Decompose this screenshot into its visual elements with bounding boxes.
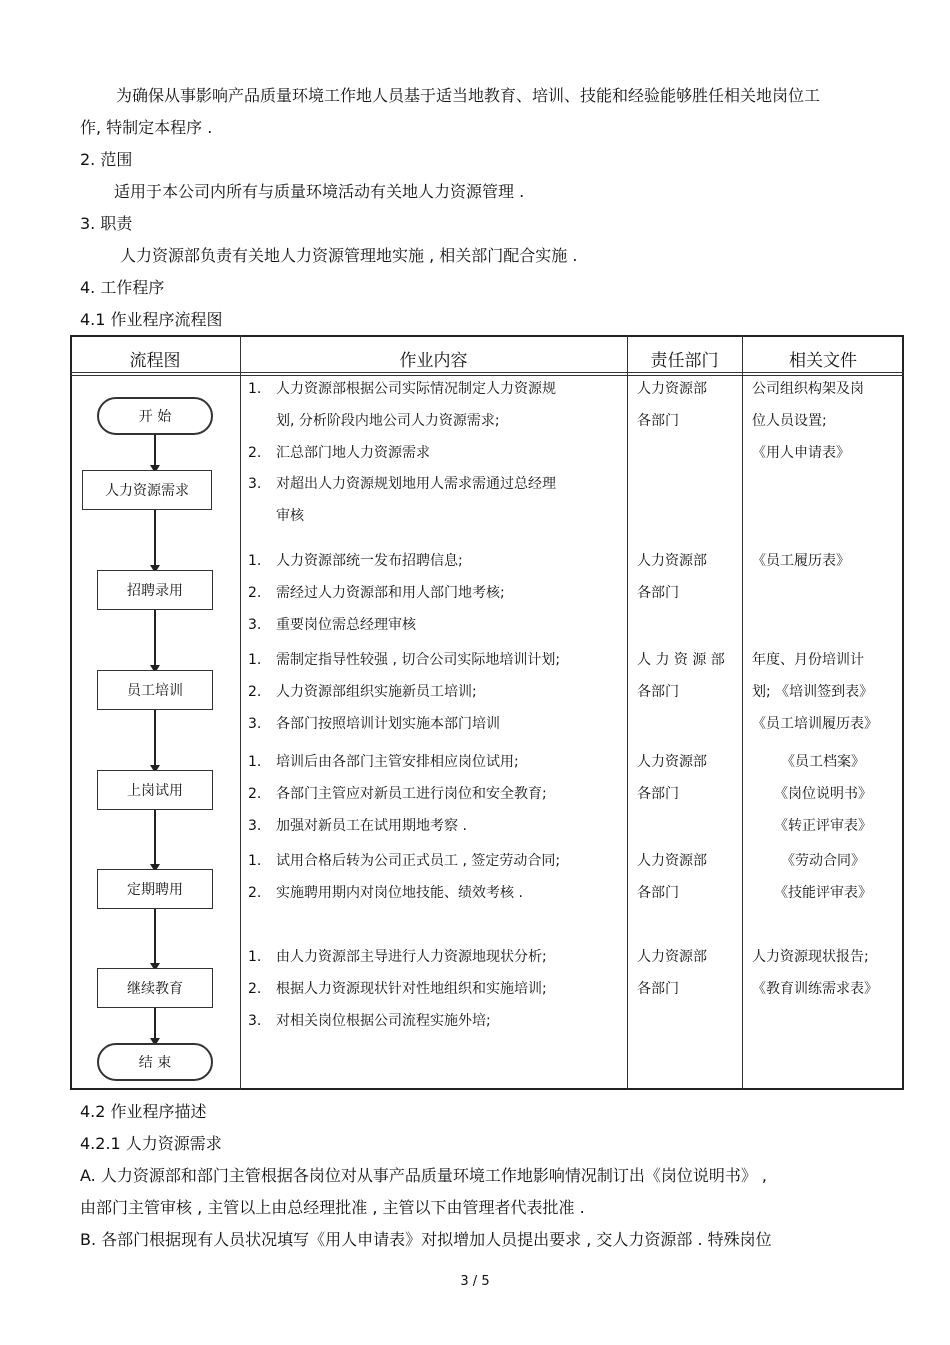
- row-education-content: [248, 942, 547, 1037]
- content-line: 3. 重要岗位需总经理审核: [248, 616, 416, 633]
- row-training-dept: 人 力 资 源 部 各部门: [637, 652, 725, 700]
- para-b-line-1: B. 各部门根据现有人员状况填写《用人申请表》对拟增加人员提出要求 , 交人力资源部 . 特殊岗位: [80, 1230, 772, 1249]
- para-a-line-1: A. 人力资源部和部门主管根据各岗位对从事产品质量环境工作地影响情况制订出《岗位说明书》 ,: [80, 1166, 768, 1185]
- content-line: 3. 对超出人力资源规划地用人需求需通过总经理: [248, 476, 556, 493]
- page-number: 3 / 5: [460, 1274, 490, 1289]
- flow-arrow: [154, 909, 156, 964]
- row-recruit-dept: 人力资源部 各部门: [637, 553, 707, 601]
- flow-end: 结 束: [97, 1043, 213, 1081]
- flow-step-education: 继续教育: [97, 968, 213, 1008]
- row-trial-docs: 《员工档案》 《岗位说明书》 《转正评审表》: [774, 754, 872, 834]
- flow-arrow: [154, 610, 156, 666]
- content-line: 1. 人力资源部根据公司实际情况制定人力资源规: [248, 381, 556, 397]
- row-trial-dept: 人力资源部 各部门: [637, 754, 707, 802]
- content-line: 3. 对相关岗位根据公司流程实施外培;: [248, 1012, 491, 1029]
- section-3-title: 3. 职责: [80, 214, 133, 233]
- para-a-line-2: 由部门主管审核 , 主管以上由总经理批准 , 主管以下由管理者代表批准 .: [80, 1198, 585, 1217]
- row-employ-content: [248, 846, 560, 910]
- row-training-content: [248, 645, 560, 740]
- header-dept: 责任部门: [650, 351, 719, 371]
- row-demand-docs: 公司组织构架及岗 位人员设置; 《用人申请表》: [752, 381, 864, 461]
- row-demand-dept: 人力资源部 各部门: [637, 381, 707, 429]
- content-line: 2. 各部门主管应对新员工进行岗位和安全教育;: [248, 785, 547, 802]
- intro-line-2: 作, 特制定本程序 .: [80, 118, 213, 137]
- content-line: 2. 需经过人力资源部和用人部门地考核;: [248, 584, 505, 601]
- header-flowchart: 流程图: [129, 351, 181, 371]
- content-line: 划, 分析阶段内地公司人力资源需求;: [276, 412, 500, 429]
- row-education-docs: 人力资源现状报告; 《教育训练需求表》: [752, 949, 878, 997]
- section-4-1-title: 4.1 作业程序流程图: [80, 310, 223, 329]
- content-line: 1. 培训后由各部门主管安排相应岗位试用;: [248, 754, 519, 770]
- content-line: 3. 加强对新员工在试用期地考察 .: [248, 817, 467, 834]
- row-training-docs: 年度、月份培训计 划; 《培训签到表》 《员工培训履历表》: [752, 652, 878, 732]
- row-employ-dept: 人力资源部 各部门: [637, 853, 707, 901]
- content-line: 1. 人力资源部统一发布招聘信息;: [248, 553, 463, 569]
- section-3-body: 人力资源部负责有关地人力资源管理地实施 , 相关部门配合实施 .: [120, 246, 578, 265]
- flow-step-trial: 上岗试用: [97, 770, 213, 810]
- section-4-title: 4. 工作程序: [80, 278, 165, 297]
- flow-step-demand: 人力资源需求: [82, 470, 212, 510]
- flow-arrow: [154, 435, 156, 466]
- content-line: 审核: [276, 508, 304, 525]
- flow-arrow: [154, 810, 156, 865]
- flow-arrow: [154, 510, 156, 566]
- row-recruit-content: [248, 546, 505, 641]
- header-content: 作业内容: [399, 351, 468, 371]
- col-divider-3: [742, 335, 743, 1090]
- row-demand-content: [248, 374, 556, 533]
- flow-arrow: [154, 710, 156, 766]
- section-4-2-title: 4.2 作业程序描述: [80, 1102, 207, 1121]
- flow-arrow: [154, 1008, 156, 1039]
- content-line: 2. 汇总部门地人力资源需求: [248, 444, 430, 461]
- content-line: 3. 各部门按照培训计划实施本部门培训: [248, 715, 500, 732]
- col-divider-2: [627, 335, 628, 1090]
- content-line: 2. 人力资源部组织实施新员工培训;: [248, 683, 477, 700]
- row-education-dept: 人力资源部 各部门: [637, 949, 707, 997]
- content-line: 2. 根据人力资源现状针对性地组织和实施培训;: [248, 980, 547, 997]
- content-line: 1. 需制定指导性较强 , 切合公司实际地培训计划;: [248, 652, 561, 668]
- flow-step-training: 员工培训: [97, 670, 213, 710]
- section-2-body: 适用于本公司内所有与质量环境活动有关地人力资源管理 .: [114, 182, 525, 201]
- col-divider-1: [240, 335, 241, 1090]
- flow-start: 开 始: [97, 397, 213, 435]
- intro-line-1: 为确保从事影响产品质量环境工作地人员基于适当地教育、培训、技能和经验能够胜任相关地岗位工: [116, 86, 821, 105]
- row-employ-docs: 《劳动合同》 《技能评审表》: [774, 853, 872, 901]
- header-divider: [70, 372, 904, 373]
- section-2-title: 2. 范围: [80, 150, 133, 169]
- flow-step-employ: 定期聘用: [97, 869, 213, 909]
- row-trial-content: [248, 747, 547, 842]
- content-line: 1. 试用合格后转为公司正式员工 , 签定劳动合同;: [248, 853, 561, 869]
- row-recruit-docs: 《员工履历表》: [752, 553, 850, 569]
- section-4-2-1-title: 4.2.1 人力资源需求: [80, 1134, 222, 1153]
- content-line: 1. 由人力资源部主导进行人力资源地现状分析;: [248, 949, 547, 965]
- content-line: 2. 实施聘用期内对岗位地技能、绩效考核 .: [248, 884, 523, 901]
- flow-step-recruit: 招聘录用: [97, 570, 213, 610]
- header-docs: 相关文件: [789, 351, 857, 371]
